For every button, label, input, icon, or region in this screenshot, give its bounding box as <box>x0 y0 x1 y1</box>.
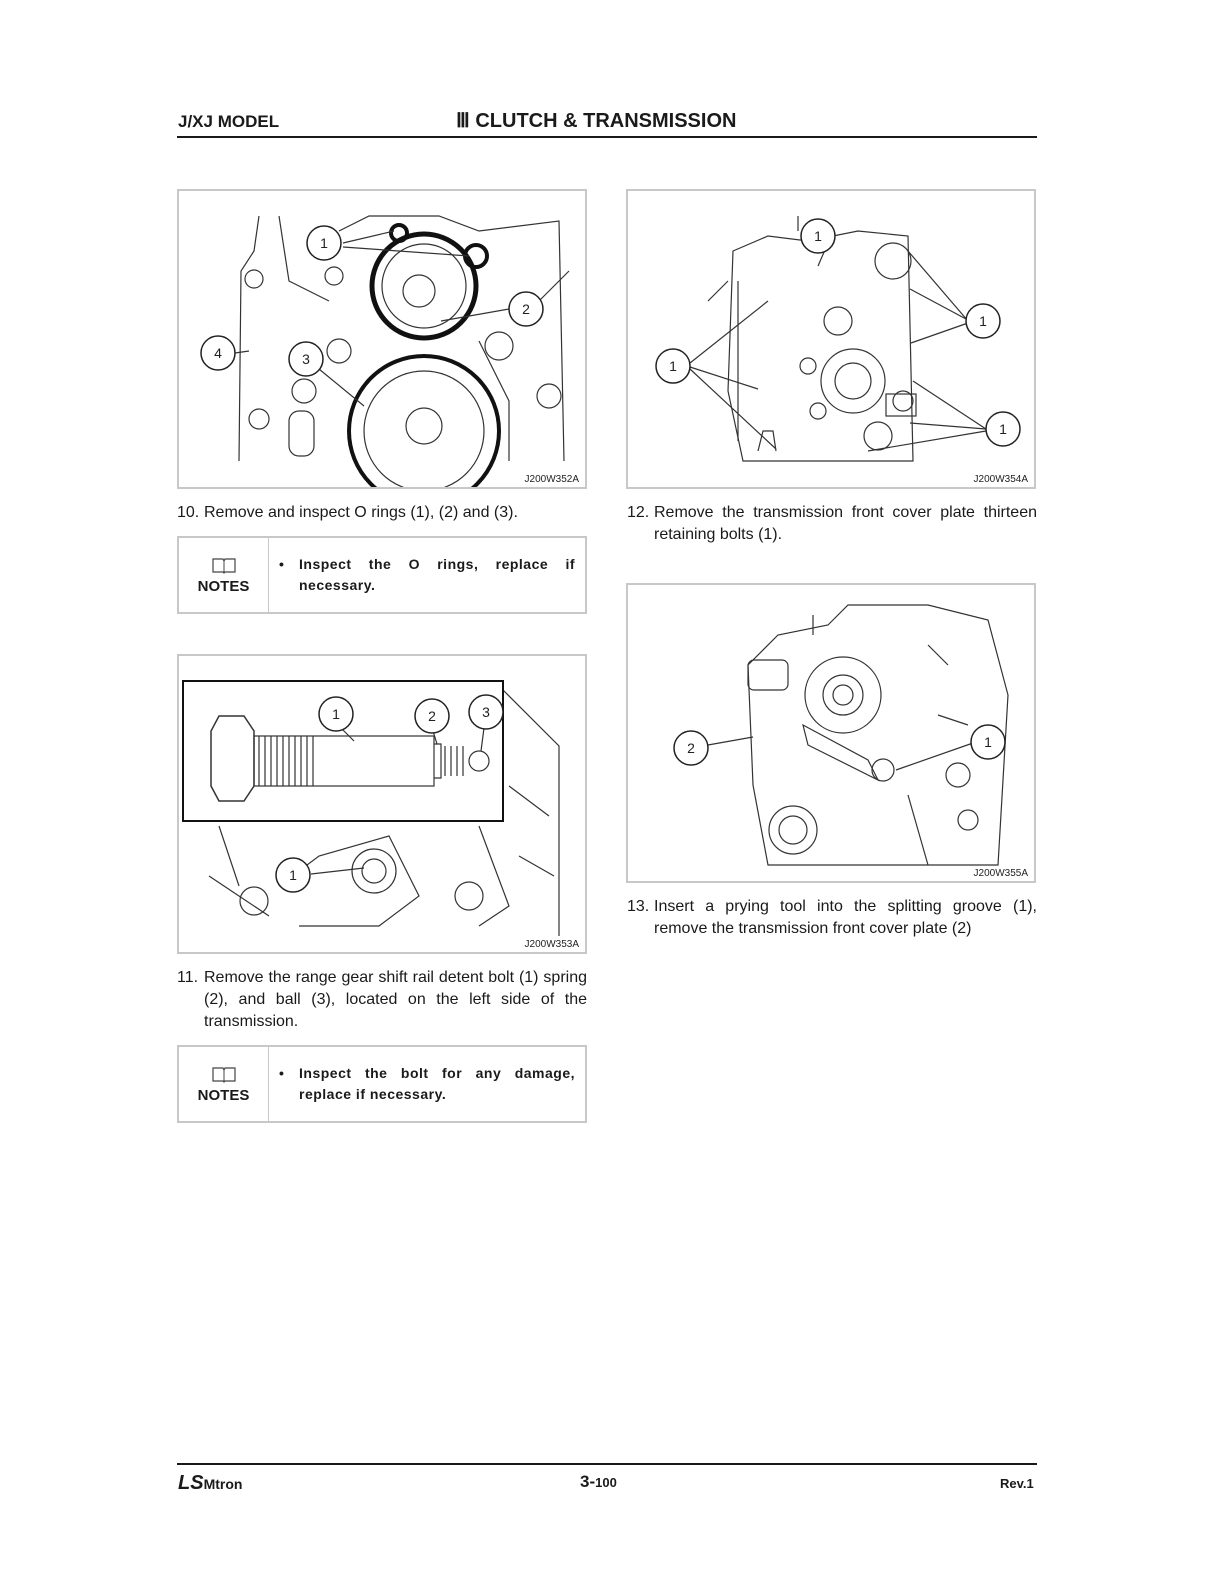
notes-box <box>177 1045 587 1123</box>
step-number: 10. <box>177 504 200 521</box>
callout-2: 2 <box>687 740 695 756</box>
page-minor: 100 <box>595 1475 617 1490</box>
callout-3: 3 <box>302 351 310 367</box>
brand-sub: Mtron <box>203 1476 243 1492</box>
step-text: Remove the range gear shift rail detent bolt (1) spring (2), and ball (3), located on the left side of the transmission. <box>204 969 587 1030</box>
figure-code: J200W355A <box>973 868 1028 879</box>
notes-body <box>269 538 585 612</box>
step-12 <box>627 502 1037 546</box>
step-10 <box>177 502 587 524</box>
figure-code: J200W353A <box>524 939 579 950</box>
notes-box <box>177 536 587 614</box>
callout-2: 2 <box>522 301 530 317</box>
notes-text: Inspect the bolt for any damage, replace if necessary. <box>299 1065 575 1102</box>
callout-1: 1 <box>979 313 987 329</box>
header-divider <box>177 136 1037 138</box>
figure-code: J200W352A <box>524 474 579 485</box>
splitting-groove-illustration <box>628 585 1034 881</box>
callout-1: 1 <box>669 358 677 374</box>
notes-text: Inspect the O rings, replace if necessary. <box>299 556 575 593</box>
step-11 <box>177 967 587 1033</box>
figure-oring-diagram <box>177 189 587 489</box>
step-text: Insert a prying tool into the splitting groove (1), remove the transmission front cover plate (2) <box>654 898 1037 937</box>
section-title: Ⅲ CLUTCH & TRANSMISSION <box>456 110 737 132</box>
figure-splitting-groove <box>626 583 1036 883</box>
callout-1: 1 <box>984 734 992 750</box>
cover-plate-illustration <box>628 191 1034 487</box>
notes-label: NOTES <box>197 577 250 595</box>
notes-label: NOTES <box>197 1086 250 1104</box>
callout-4: 4 <box>214 345 222 361</box>
callout-1: 1 <box>332 706 340 722</box>
notes-body <box>269 1047 585 1121</box>
bullet: • <box>279 1065 285 1081</box>
step-number: 12. <box>627 504 650 521</box>
step-13 <box>627 896 1037 940</box>
model-title: J/XJ MODEL <box>178 112 280 131</box>
footer-divider <box>177 1463 1037 1465</box>
figure-cover-plate-bolts <box>626 189 1036 489</box>
step-text: Remove the transmission front cover plate thirteen retaining bolts (1). <box>654 504 1037 543</box>
book-icon <box>211 556 237 574</box>
page-major: 3- <box>580 1472 596 1491</box>
bullet: • <box>279 556 285 572</box>
page-number <box>580 1472 617 1492</box>
step-number: 13. <box>627 898 650 915</box>
brand-name: LS <box>178 1472 204 1494</box>
book-icon <box>211 1065 237 1083</box>
notes-label-cell <box>179 538 269 612</box>
revision-label: Rev.1 <box>1000 1476 1034 1491</box>
callout-1: 1 <box>289 867 297 883</box>
figure-detent-bolt <box>177 654 587 954</box>
callout-2: 2 <box>428 708 436 724</box>
figure-code: J200W354A <box>973 474 1028 485</box>
callout-1: 1 <box>999 421 1007 437</box>
callout-3: 3 <box>482 704 490 720</box>
brand-logo <box>178 1472 242 1495</box>
notes-label-cell <box>179 1047 269 1121</box>
oring-illustration <box>179 191 585 487</box>
step-number: 11. <box>177 969 199 986</box>
callout-1: 1 <box>814 228 822 244</box>
callout-1: 1 <box>320 235 328 251</box>
detent-bolt-illustration <box>179 656 585 952</box>
step-text: Remove and inspect O rings (1), (2) and (3). <box>204 504 518 521</box>
